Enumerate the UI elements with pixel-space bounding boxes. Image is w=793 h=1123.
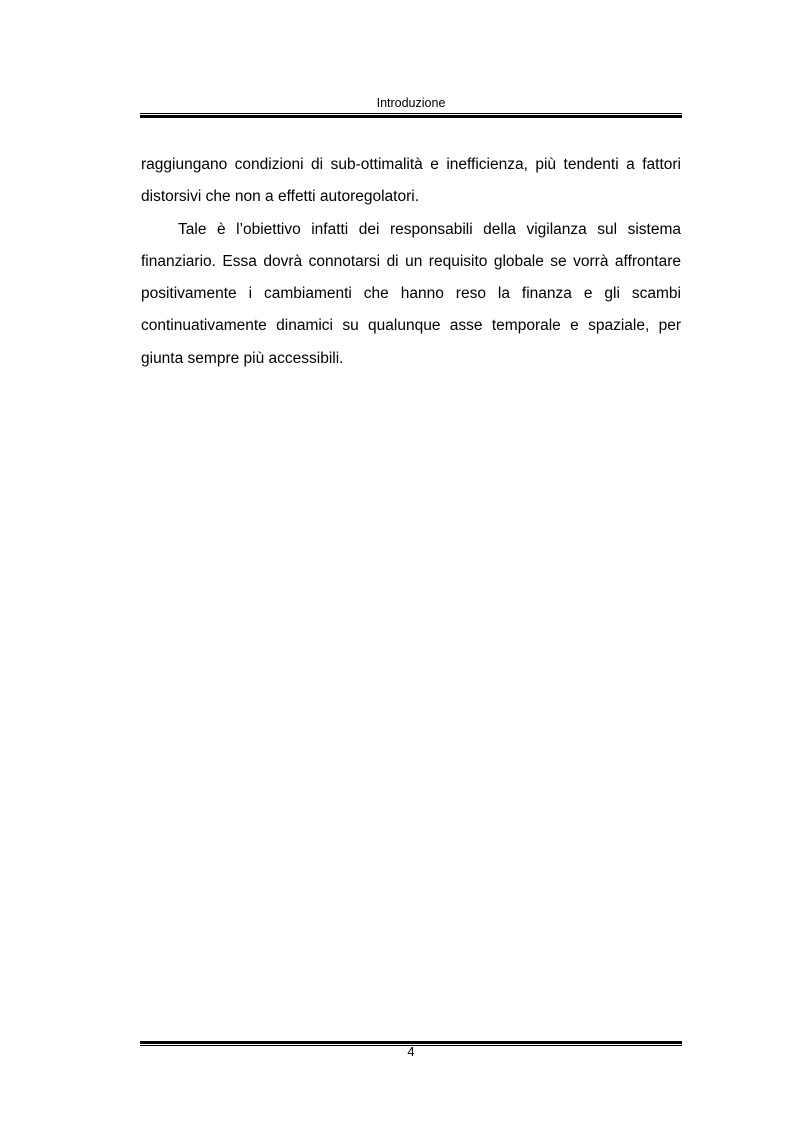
header-rule (140, 113, 682, 118)
page-number: 4 (407, 1044, 415, 1059)
paragraph: raggiungano condizioni di sub-ottimalità e inefficienza, più tendenti a fattori distorsivi che non a effetti autoregolatori. (141, 156, 681, 206)
paragraph: Tale è l’obiettivo infatti dei responsabili della vigilanza sul sistema finanziario. Essa dovrà connotarsi di un requisito globale se vorrà affrontare positivamente i cambiamenti che hanno reso la finanza e gli scambi continuativamente dinamici su qualunque asse temporale e spaziale, per giunta sempre più accessibili. (141, 220, 681, 367)
running-header: Introduzione (376, 96, 446, 110)
body-text (141, 149, 681, 375)
